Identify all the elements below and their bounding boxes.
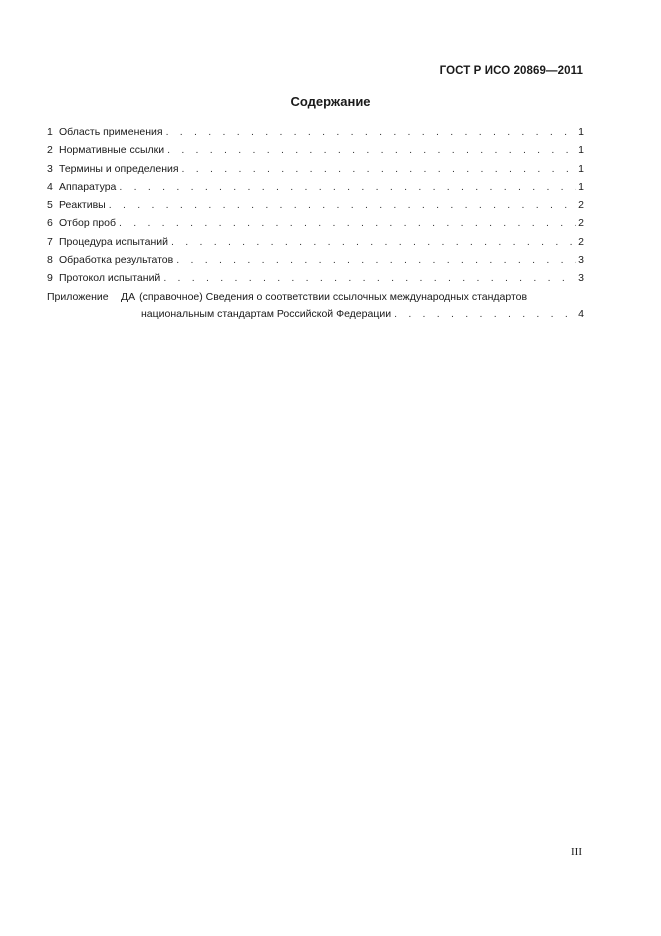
- toc-item-number: 3: [47, 162, 53, 175]
- toc-item-number: 1: [47, 126, 53, 138]
- appendix-line-1: [47, 291, 584, 308]
- toc-item-number: 2: [47, 144, 53, 157]
- toc-item-label: Реактивы: [59, 199, 106, 212]
- document-code: ГОСТ Р ИСО 20869—2011: [439, 65, 583, 77]
- appendix-page: 4: [578, 307, 584, 320]
- appendix-prefix: Приложение: [47, 290, 109, 303]
- toc-dot-leader: [182, 163, 577, 175]
- toc-item-page: 1: [578, 180, 584, 193]
- toc-item[interactable]: [47, 181, 584, 199]
- toc-dot-leader: [119, 181, 576, 193]
- toc-dot-leader: [163, 272, 576, 284]
- appendix-code: ДА: [121, 290, 136, 303]
- toc-item-number: 9: [47, 272, 53, 285]
- toc-item[interactable]: [47, 126, 584, 144]
- appendix-title-line-1: (справочное) Сведения о соответствии ссылочных международных стандартов: [139, 290, 528, 303]
- toc-item-label: Протокол испытаний: [59, 272, 161, 285]
- toc-item-page: 2: [578, 199, 584, 212]
- toc-item-number: 5: [47, 199, 53, 212]
- toc-item-page: 3: [578, 254, 584, 267]
- table-of-contents: [47, 126, 584, 325]
- appendix-line-2: [47, 308, 584, 325]
- toc-item[interactable]: [47, 254, 584, 272]
- toc-item-label: Нормативные ссылки: [59, 144, 165, 157]
- toc-item-page: 2: [578, 235, 584, 248]
- toc-dot-leader: [109, 199, 576, 211]
- toc-item[interactable]: [47, 199, 584, 217]
- toc-item-page: 2: [578, 217, 584, 230]
- toc-item-number: 8: [47, 254, 53, 267]
- toc-item-label: Отбор проб: [59, 217, 116, 230]
- page-number: III: [571, 846, 582, 858]
- toc-item-page: 3: [578, 272, 584, 285]
- toc-item-label: Аппаратура: [59, 180, 117, 193]
- toc-item[interactable]: [47, 217, 584, 235]
- toc-item[interactable]: [47, 163, 584, 181]
- toc-item[interactable]: [47, 144, 584, 162]
- toc-item[interactable]: [47, 272, 584, 290]
- toc-item-page: 1: [578, 144, 584, 157]
- toc-item-number: 6: [47, 217, 53, 230]
- toc-dot-leader: [176, 254, 576, 266]
- toc-dot-leader: [119, 217, 576, 229]
- toc-item-number: 4: [47, 180, 53, 193]
- toc-dot-leader: [171, 236, 576, 248]
- toc-item-number: 7: [47, 235, 53, 248]
- toc-dot-leader: [166, 126, 577, 138]
- toc-item-page: 1: [578, 126, 584, 138]
- toc-item-label: Обработка результатов: [59, 254, 174, 267]
- toc-item-label: Термины и определения: [59, 162, 179, 175]
- toc-appendix[interactable]: [47, 291, 584, 325]
- toc-item-label: Процедура испытаний: [59, 235, 168, 248]
- toc-item-page: 1: [578, 162, 584, 175]
- toc-title: Содержание: [290, 94, 371, 109]
- toc-item[interactable]: [47, 236, 584, 254]
- toc-dot-leader: [167, 144, 576, 156]
- toc-item-label: Область применения: [59, 126, 163, 138]
- appendix-title-line-2: национальным стандартам Российской Федерации: [141, 307, 392, 320]
- toc-dot-leader: [394, 308, 576, 320]
